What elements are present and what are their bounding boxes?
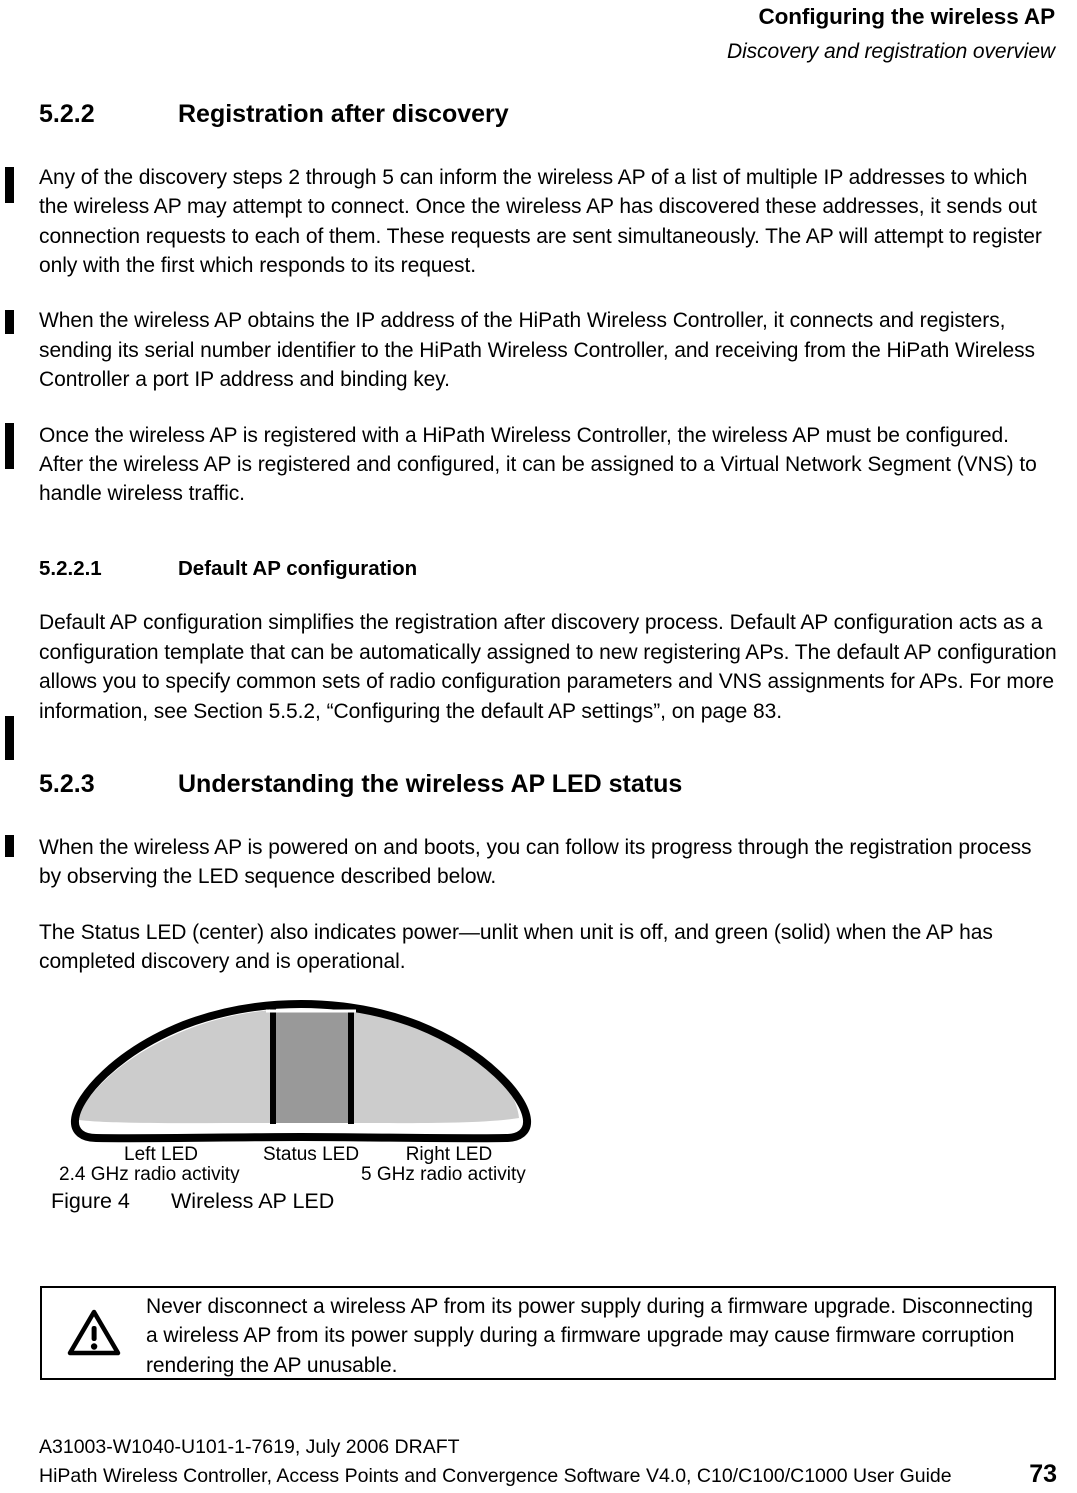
paragraph-block-2 xyxy=(39,306,1057,394)
footer-doc-id: A31003-W1040-U101-1-7619, July 2006 DRAFT xyxy=(39,1436,460,1458)
section-title: Registration after discovery xyxy=(178,100,509,128)
footer-line-2 xyxy=(39,1461,1057,1490)
change-bar xyxy=(5,310,14,334)
left-led-detail-label: 2.4 GHz radio activity xyxy=(59,1164,240,1184)
paragraph-block-1 xyxy=(39,163,1057,281)
paragraph-block-3 xyxy=(39,421,1057,509)
warning-text: Never disconnect a wireless AP from its power supply during a firmware upgrade. Disconnecting a wireless AP from its power supply during a firmware upgrade may cause firmware corruption rendering the AP unusable. xyxy=(146,1295,1033,1377)
section-number: 5.2.2 xyxy=(39,100,95,128)
figure-title: Wireless AP LED xyxy=(171,1189,335,1214)
paragraph-block-6 xyxy=(39,918,1057,977)
paragraph-block-5 xyxy=(39,833,1057,892)
section-number: 5.2.3 xyxy=(39,770,95,798)
figure-wireless-ap-led xyxy=(51,998,571,1215)
exclamation-dot xyxy=(91,1343,97,1349)
change-bar xyxy=(5,167,14,203)
paragraph-2: When the wireless AP obtains the IP address of the HiPath Wireless Controller, it connects and registers, sending its serial number identifier to the HiPath Wireless Controller, and receiving from the HiPath Wireless Controller a port IP address and binding key. xyxy=(39,309,1035,392)
paragraph-block-4 xyxy=(39,608,1057,726)
header-subtitle: Discovery and registration overview xyxy=(727,39,1055,63)
exclamation-bar xyxy=(92,1326,97,1341)
section-title: Understanding the wireless AP LED status xyxy=(178,770,683,798)
figure-number: Figure 4 xyxy=(51,1189,130,1214)
right-led-detail-label: 5 GHz radio activity xyxy=(361,1164,526,1184)
section-title: Default AP configuration xyxy=(178,556,418,580)
header-title: Configuring the wireless AP xyxy=(758,4,1055,29)
status-led-panel xyxy=(273,1010,351,1123)
paragraph-4: Default AP configuration simplifies the registration after discovery process. Default AP configuration acts as a configuration template that can be automatically assigned to new registering APs. The default AP configuration allows you to specify common sets of radio configuration parameters and VNS assignments for APs. For more information, see Section 5.5.2, “Configuring the default AP settings”, on page 83. xyxy=(39,611,1057,723)
change-bar xyxy=(5,716,14,760)
section-number: 5.2.2.1 xyxy=(39,556,102,580)
section-heading-5-2-2 xyxy=(39,100,1057,129)
section-heading-5-2-3 xyxy=(39,770,1057,799)
footer-guide-title: HiPath Wireless Controller, Access Points and Convergence Software V4.0, C10/C100/C1000 User Guide xyxy=(39,1465,952,1487)
page-footer xyxy=(39,1434,1057,1490)
warning-triangle-icon xyxy=(66,1308,122,1358)
access-point-diagram xyxy=(51,998,551,1183)
status-led-label: Status LED xyxy=(262,1144,360,1166)
warning-note-box xyxy=(40,1286,1056,1380)
paragraph-6: The Status LED (center) also indicates power—unlit when unit is off, and green (solid) when the AP has completed discovery and is operational. xyxy=(39,920,993,973)
right-led-label: Right LED xyxy=(405,1144,493,1166)
page-content xyxy=(39,100,1057,1215)
paragraph-1: Any of the discovery steps 2 through 5 can inform the wireless AP of a list of multiple IP addresses to which the wireless AP may attempt to connect. Once the wireless AP has discovered these addresses, it sends out connection requests to each of them. These requests are sent simultaneously. The AP will attempt to register only with the first which responds to its request. xyxy=(39,165,1042,277)
change-bar xyxy=(5,835,14,857)
left-led-label: Left LED xyxy=(124,1144,198,1166)
warning-icon-cell xyxy=(42,1288,146,1378)
paragraph-3: Once the wireless AP is registered with a HiPath Wireless Controller, the wireless AP must be configured. After the wireless AP is registered and configured, it can be assigned to a Virtual Network Segment (VNS) to handle wireless traffic. xyxy=(39,423,1037,506)
paragraph-5: When the wireless AP is powered on and boots, you can follow its progress through the registration process by observing the LED sequence described below. xyxy=(39,835,1032,889)
figure-caption xyxy=(51,1189,571,1215)
section-heading-5-2-2-1 xyxy=(39,557,1057,581)
page-header xyxy=(0,0,1077,62)
change-bar xyxy=(5,423,14,469)
page-number: 73 xyxy=(1029,1460,1057,1488)
